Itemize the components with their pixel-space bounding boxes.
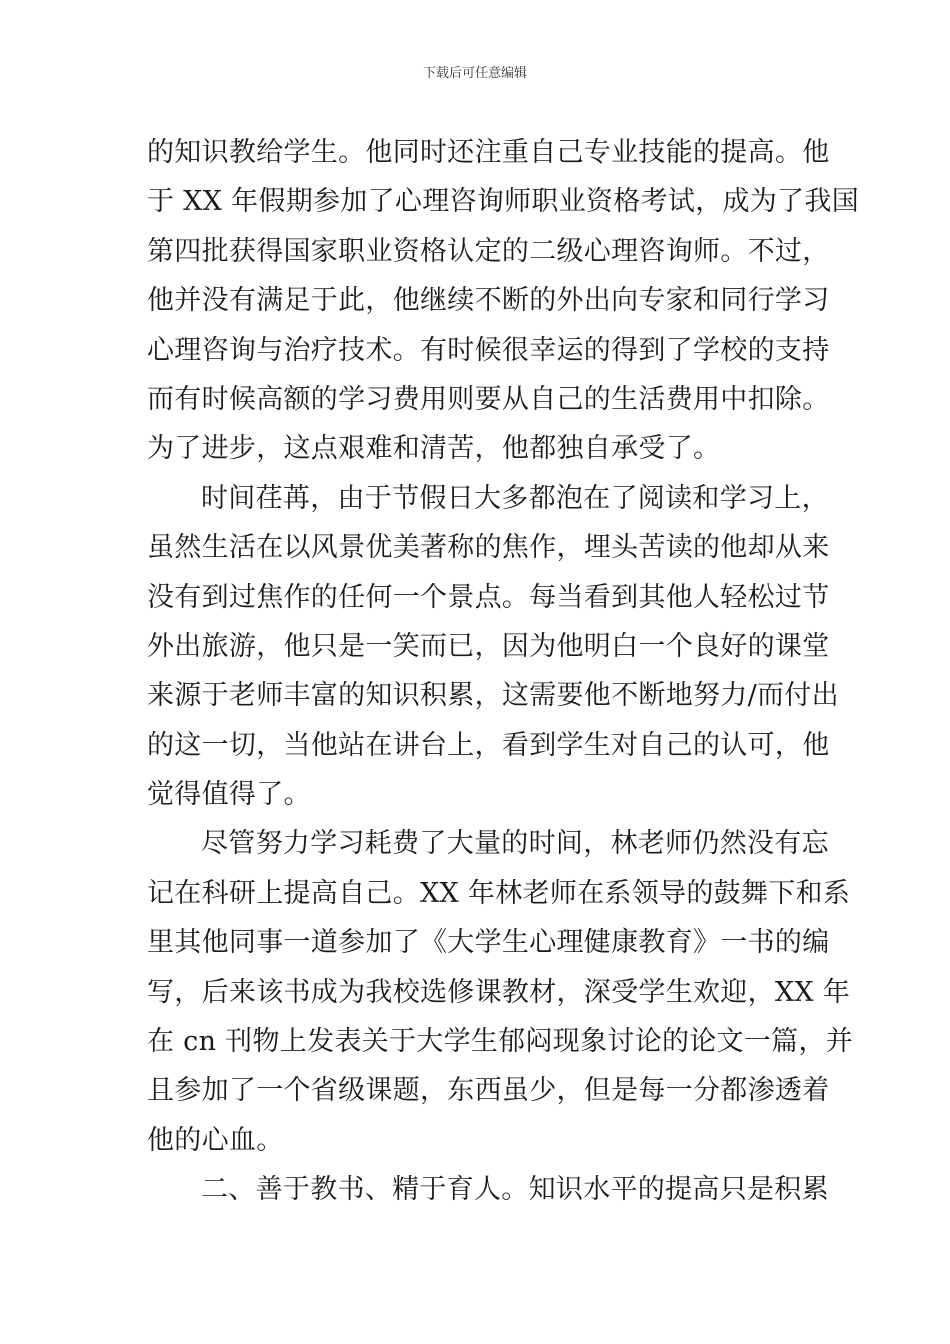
text-line: 于 XX 年假期参加了心理咨询师职业资格考试，成为了我国 [147,186,860,218]
text-line: 且参加了一个省级课题，东西虽少，但是每一分都渗透着 [147,1075,830,1107]
text-line: 他的心血。 [147,1124,284,1156]
page-header: 下载后可任意编辑 [422,66,527,81]
text-line: 的知识教给学生。他同时还注重自己专业技能的提高。他 [147,137,830,168]
text-line: 来源于老师丰富的知识积累，这需要他不断地努力/而付出 [147,680,839,712]
text-line: 写，后来该书成为我校选修课教材，深受学生欢迎，XX 年 [147,976,851,1008]
text-line: 的这一切，当他站在讲台上，看到学生对自己的认可，他 [147,729,830,761]
text-line: 时间荏苒，由于节假日大多都泡在了阅读和学习上， [201,482,829,514]
text-line: 尽管努力学习耗费了大量的时间，林老师仍然没有忘 [201,828,829,860]
text-line: 为了进步，这点艰难和清苦，他都独自承受了。 [147,433,721,465]
document-body [147,128,860,1215]
paragraph-3 [147,819,854,1165]
paragraph-4 [147,1165,829,1214]
text-line: 第四批获得国家职业资格认定的二级心理咨询师。不过， [147,235,830,267]
text-line: 没有到过焦作的任何一个景点。每当看到其他人轻松过节 [147,581,830,613]
text-line: 里其他同事一道参加了《大学生心理健康教育》一书的编 [147,927,830,959]
text-line: 外出旅游，他只是一笑而已，因为他明白一个良好的课堂 [147,630,830,662]
text-line: 而有时候高额的学习费用则要从自己的生活费用中扣除。 [147,383,830,415]
text-line: 二、善于教书、精于育人。知识水平的提高只是积累 [201,1174,829,1206]
text-line: 在 cn 刊物上发表关于大学生郁闷现象讨论的论文一篇，并 [147,1026,854,1058]
paragraph-1 [147,128,860,474]
text-line: 心理咨询与治疗技术。有时候很幸运的得到了学校的支持 [147,334,830,366]
text-line: 觉得值得了。 [147,779,311,811]
text-line: 记在科研上提高自己。XX 年林老师在系领导的鼓舞下和系 [147,877,851,909]
paragraph-2 [147,474,839,820]
text-line: 虽然生活在以风景优美著称的焦作，埋头苦读的他却从来 [147,532,830,564]
text-line: 他并没有满足于此，他继续不断的外出向专家和同行学习 [147,285,830,317]
